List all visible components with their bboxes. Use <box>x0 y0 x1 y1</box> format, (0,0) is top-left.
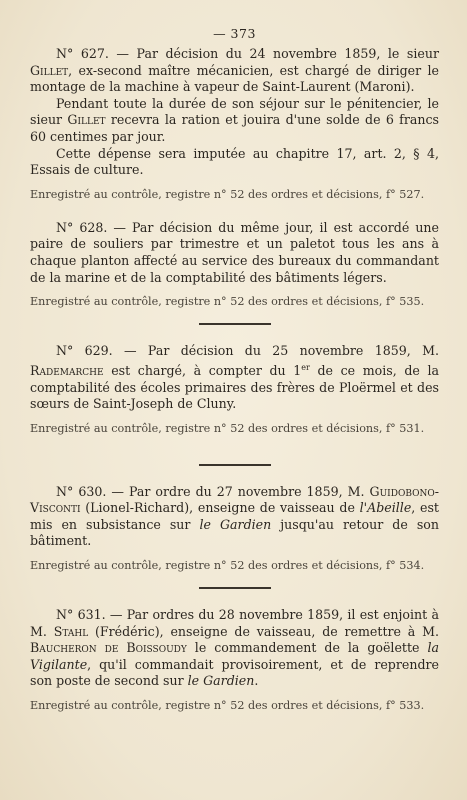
entry-629-registration: Enregistré au contrôle, registre n° 52 des ordres et décisions, f° 531. <box>30 421 425 435</box>
person-name: Guidobono-Visconti <box>30 483 439 516</box>
ship-name: le Gardien <box>187 673 255 689</box>
ship-name: l'Abeille <box>359 500 412 516</box>
entry-629-paragraph-1: N° 629. — Par décision du 25 novembre 1859, M. Rademarche est chargé, à compter du 1er de ce mois, de la comptabilité des écoles primaires des frères de Ploërmel et des sœurs de Saint-Joseph de Cluny. <box>30 343 439 412</box>
entry-627-paragraph-2: Pendant toute la durée de son séjour sur le pénitencier, le sieur Gillet recevra la ration et jouira d'une solde de 6 francs 60 centimes par jour. <box>30 95 439 144</box>
ship-name: le Gardien <box>199 516 272 532</box>
entry-631-paragraph-1: N° 631. — Par ordres du 28 novembre 1859, il est enjoint à M. Stahl (Frédéric), enseigne de vaisseau, de remettre à M. Baucheron de Boissoudy le commandement de la goëlette la Vigilante, qu'il commandait provisoirement, et de reprendre son poste de second sur le Gardien. <box>30 607 439 689</box>
entry-628-registration: Enregistré au contrôle, registre n° 52 des ordres et décisions, f° 535. <box>30 295 425 309</box>
person-name: Gillet <box>30 62 69 78</box>
ship-name: la Vigilante <box>30 640 439 672</box>
section-divider <box>199 323 271 325</box>
page-number: — 373 <box>213 26 256 41</box>
entry-629 <box>30 343 439 436</box>
entry-628 <box>30 220 439 309</box>
section-divider <box>199 587 271 589</box>
entry-631 <box>30 607 439 713</box>
entry-627-registration: Enregistré au contrôle, registre n° 52 des ordres et décisions, f° 527. <box>30 187 425 201</box>
person-name: Baucheron de Boissoudy <box>30 640 187 656</box>
entry-630-paragraph-1: N° 630. — Par ordre du 27 novembre 1859, M. Guidobono-Visconti (Lionel-Richard), enseigne de vaisseau de l'Abeille, est mis en subsistance sur le Gardien jusqu'au retour de son bâtiment. <box>30 483 439 549</box>
person-name: Gillet <box>67 112 106 128</box>
entry-627-paragraph-3: Cette dépense sera imputée au chapitre 17, art. 2, § 4, Essais de culture. <box>30 145 439 178</box>
entry-627 <box>30 46 439 202</box>
person-name: Stahl <box>53 623 89 639</box>
person-name: Rademarche <box>30 362 104 378</box>
section-divider <box>199 464 271 466</box>
entry-627-paragraph-1: N° 627. — Par décision du 24 novembre 1859, le sieur Gillet, ex-second maître mécanicien, est chargé de diriger le montage de la machine à vapeur de Saint-Laurent (Maroni). <box>30 46 439 95</box>
entry-628-paragraph-1: N° 628. — Par décision du même jour, il est accordé une paire de souliers par trimestre et un paletot tous les ans à chaque planton affecté au service des bureaux du commandant de la marine et de la comptabilité des bâtiments légers. <box>30 219 439 285</box>
entry-630 <box>30 484 439 573</box>
entry-630-registration: Enregistré au contrôle, registre n° 52 des ordres et décisions, f° 534. <box>30 559 425 573</box>
entry-631-registration: Enregistré au contrôle, registre n° 52 des ordres et décisions, f° 533. <box>30 699 425 713</box>
